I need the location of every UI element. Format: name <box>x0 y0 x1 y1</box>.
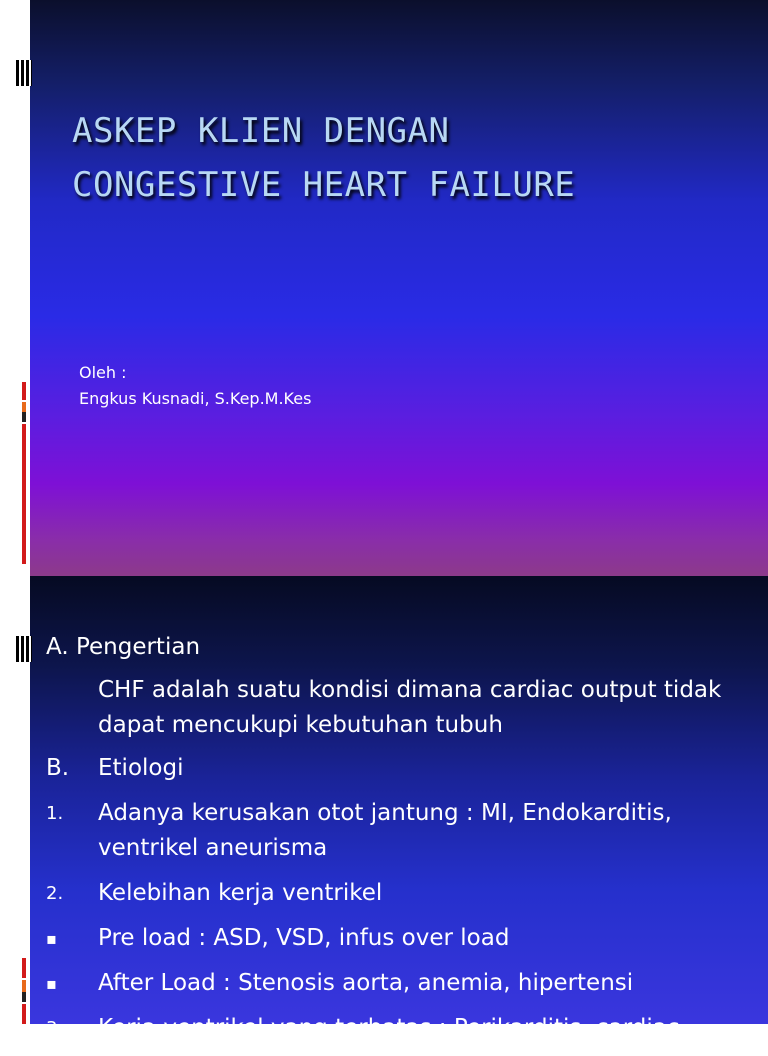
decor-bar <box>22 382 26 400</box>
list-item <box>46 966 746 1001</box>
content-slide <box>30 576 768 1041</box>
list-marker: 2. <box>46 883 64 904</box>
decor-bar <box>22 412 26 422</box>
title-slide <box>30 0 768 576</box>
author-label: Oleh : <box>79 363 127 382</box>
slide-title <box>72 104 575 212</box>
list-item <box>46 751 746 786</box>
list-text: Etiologi <box>98 755 184 781</box>
list-item <box>46 876 746 911</box>
slide-title-line-1: ASKEP KLIEN DENGAN <box>72 111 450 151</box>
list-item <box>46 1011 746 1046</box>
list-text: Adanya kerusakan otot jantung : MI, Endokarditis, ventrikel aneurisma <box>98 800 672 861</box>
slide-title-line-2: CONGESTIVE HEART FAILURE <box>72 165 576 205</box>
decor-bar <box>22 992 26 1002</box>
list-marker: B. <box>46 755 70 781</box>
list-text: Kelebihan kerja ventrikel <box>98 880 383 906</box>
section-heading-pengertian: A. Pengertian <box>46 634 201 660</box>
list-marker: 1. <box>46 803 64 824</box>
decor-bar <box>22 424 26 564</box>
author-block <box>79 360 311 412</box>
list-text: After Load : Stenosis aorta, anemia, hipertensi <box>98 970 634 996</box>
list-item <box>46 796 746 866</box>
slide-content <box>46 630 746 1056</box>
list-text: Kerja ventrikel yang terbatas : Perikarditis, cardiac <box>98 1015 680 1041</box>
list-text: Pre load : ASD, VSD, infus over load <box>98 925 510 951</box>
list-bullet: ▪ <box>46 974 57 993</box>
list-item <box>46 921 746 956</box>
list-bullet: ▪ <box>46 929 57 948</box>
slide-marker-icon <box>16 636 32 662</box>
decor-bar <box>22 958 26 978</box>
slide-marker-icon <box>16 60 32 86</box>
decor-bar <box>22 1004 26 1024</box>
author-name: Engkus Kusnadi, S.Kep.M.Kes <box>79 389 312 408</box>
definition-text: CHF adalah suatu kondisi dimana cardiac output tidak dapat mencukupi kebutuhan tubuh <box>98 677 722 738</box>
list-marker: 3. <box>46 1018 64 1039</box>
